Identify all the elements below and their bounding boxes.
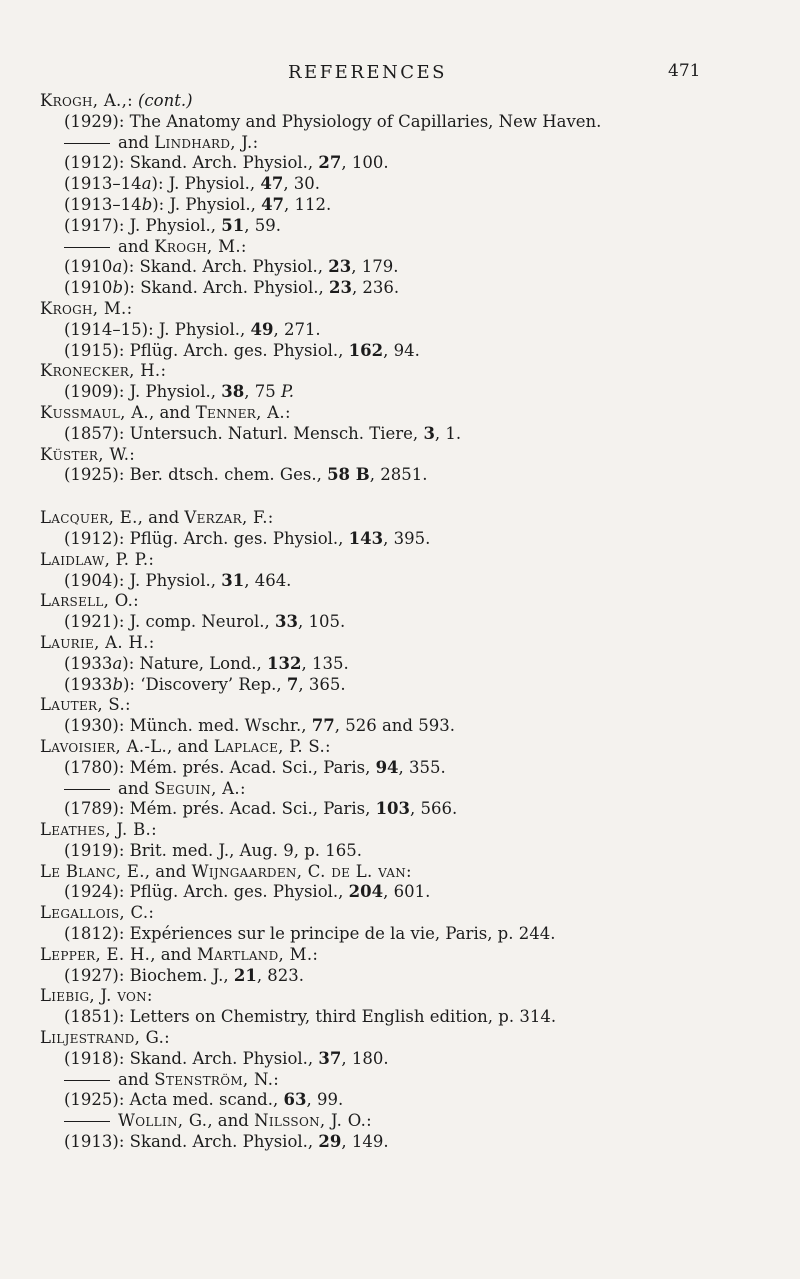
author-heading	[0, 361, 800, 382]
year-suffix: b	[112, 674, 123, 694]
year-suffix: a	[141, 174, 152, 194]
separator: :	[240, 236, 247, 256]
citation-pages: , 526 and 593.	[334, 716, 455, 736]
coauthor-line	[0, 1111, 800, 1132]
separator: :	[164, 1028, 170, 1048]
ditto-dash	[64, 789, 110, 790]
citation-text: (1812): Expériences sur le principe de la vie, Paris, p. 244.	[64, 924, 556, 944]
coauthor-name: Stenström, N.	[154, 1069, 274, 1089]
coauthor-name: Krogh, M.	[154, 236, 241, 256]
citation-line	[0, 758, 800, 779]
ditto-dash	[64, 1121, 110, 1122]
separator: :	[125, 695, 131, 715]
citation-line	[0, 882, 800, 903]
volume-number: 204	[348, 882, 384, 902]
author-heading	[0, 403, 800, 424]
citation-pages: , 30.	[283, 174, 321, 194]
citation-text: (1780): Mém. prés. Acad. Sci., Paris,	[64, 757, 376, 777]
separator: :	[146, 986, 153, 1006]
author-name: Lauter, S.	[40, 695, 125, 715]
volume-number: 3	[423, 423, 435, 443]
citation-line	[0, 257, 800, 278]
separator: :	[148, 903, 154, 923]
separator: :	[284, 402, 291, 422]
running-head: REFERENCES	[288, 62, 448, 83]
separator: :	[267, 508, 274, 528]
citation-pages: , 135.	[301, 653, 349, 673]
citation-line	[0, 612, 800, 633]
separator: :	[148, 632, 155, 652]
separator: :	[127, 91, 138, 110]
citation-text: (1915): Pflüg. Arch. ges. Physiol.,	[64, 340, 349, 360]
citation-text: (1925): Acta med. scand.,	[64, 1090, 284, 1110]
separator: :	[129, 444, 135, 464]
page-header	[0, 62, 800, 92]
citation-pages: , 2851.	[369, 465, 428, 485]
author-heading	[0, 1028, 800, 1049]
author-name: Lacquer, E.	[40, 508, 138, 528]
separator: :	[324, 736, 331, 756]
citation-pages: , 179.	[351, 257, 399, 277]
citation-text: (1913–14b): J. Physiol.,	[64, 194, 262, 214]
coauthor-name: Wollin, G.	[118, 1111, 208, 1131]
author-heading	[0, 591, 800, 612]
conjunction: and	[118, 236, 155, 256]
citation-text: (1914–15): J. Physiol.,	[64, 319, 251, 339]
citation-pages: , 180.	[341, 1048, 389, 1068]
citation-line	[0, 841, 800, 862]
separator: :	[151, 820, 157, 840]
year-suffix: a	[112, 257, 123, 277]
separator: , and	[137, 508, 185, 528]
author-name: Lavoisier, A.-L.	[40, 736, 168, 756]
citation-pages: , 566.	[410, 799, 458, 819]
author-heading	[0, 445, 800, 466]
citation-pages: , 112.	[284, 194, 332, 214]
citation-pages: , 355.	[398, 757, 446, 777]
author-name: Lepper, E. H.	[40, 944, 151, 964]
conjunction: and	[118, 778, 155, 798]
citation-text: (1910b): Skand. Arch. Physiol.,	[64, 278, 329, 298]
coauthor-line	[0, 133, 800, 154]
volume-number: 7	[286, 674, 299, 694]
coauthor-name: Wijngaarden, C. de L. van	[191, 861, 407, 881]
citation-text: (1904): J. Physiol.,	[64, 570, 222, 590]
author-name: Kussmaul, A.	[40, 402, 149, 422]
volume-number: 31	[221, 570, 245, 590]
coauthor-name: Verzar, F.	[184, 508, 268, 528]
citation-pages: , 601.	[383, 882, 431, 902]
volume-number: 77	[311, 716, 335, 736]
citation-text: (1912): Pflüg. Arch. ges. Physiol.,	[64, 528, 349, 548]
separator: :	[273, 1069, 279, 1089]
citation-text: (1919): Brit. med. J., Aug. 9, p. 165.	[64, 840, 362, 860]
author-name: Liebig, J. von	[40, 986, 147, 1006]
year-suffix: a	[112, 653, 123, 673]
section-gap	[0, 486, 800, 508]
citation-pages: , 236.	[351, 278, 400, 298]
separator: , and	[207, 1111, 255, 1131]
citation-text: (1933b): ‘Discovery’ Rep.,	[64, 674, 287, 694]
citation-text: (1909): J. Physiol.,	[64, 382, 222, 402]
author-heading	[0, 508, 800, 529]
citation-pages: , 395.	[383, 528, 431, 548]
separator: , and	[150, 944, 197, 964]
author-heading	[0, 299, 800, 320]
author-heading	[0, 633, 800, 654]
citation-line	[0, 529, 800, 550]
author-heading	[0, 862, 800, 883]
volume-number: 162	[348, 340, 384, 360]
conjunction: and	[118, 1069, 155, 1089]
citation-line	[0, 654, 800, 675]
coauthor-name: Lindhard, J.	[154, 132, 253, 152]
volume-number: 29	[318, 1132, 342, 1152]
volume-number: 58 B	[327, 465, 370, 485]
coauthor-name: Seguin, A.	[154, 778, 240, 798]
citation-line	[0, 1132, 800, 1153]
separator: :	[366, 1111, 372, 1131]
citation-text: (1929): The Anatomy and Physiology of Capillaries, New Haven.	[64, 111, 602, 131]
volume-number: 51	[221, 215, 245, 235]
volume-number: 23	[328, 278, 352, 298]
citation-line	[0, 153, 800, 174]
citation-text: (1857): Untersuch. Naturl. Mensch. Tiere,	[64, 423, 424, 443]
separator: , and	[148, 402, 196, 422]
citation-text: (1921): J. comp. Neurol.,	[64, 612, 276, 632]
separator: :	[133, 591, 139, 611]
citation-pages: , 271.	[273, 319, 321, 339]
author-name: Legallois, C.	[40, 903, 149, 923]
citation-line	[0, 216, 800, 237]
separator: :	[406, 861, 412, 881]
citation-pages: , 823.	[256, 965, 305, 985]
author-name: Le Blanc, E.	[40, 861, 145, 881]
ditto-dash	[64, 1080, 110, 1081]
citation-text: (1910a): Skand. Arch. Physiol.,	[64, 257, 329, 277]
citation-text: (1925): Ber. dtsch. chem. Ges.,	[64, 465, 328, 485]
reference-list	[0, 91, 800, 1153]
separator: :	[148, 549, 154, 569]
coauthor-name: Laplace, P. S.	[213, 736, 325, 756]
conjunction: and	[118, 132, 155, 152]
separator: :	[252, 132, 259, 152]
coauthor-name: Tenner, A.	[195, 402, 285, 422]
citation-line	[0, 341, 800, 362]
author-heading	[0, 945, 800, 966]
citation-line	[0, 112, 800, 133]
coauthor-line	[0, 237, 800, 258]
page-number: 471	[668, 61, 701, 81]
volume-number: 94	[375, 757, 399, 777]
citation-line	[0, 716, 800, 737]
coauthor-name: Martland, M.	[196, 944, 313, 964]
author-name: Larsell, O.	[40, 591, 134, 611]
volume-number: 47	[260, 174, 284, 194]
author-heading	[0, 903, 800, 924]
citation-text: (1930): Münch. med. Wschr.,	[64, 716, 312, 736]
citation-pages: , 464.	[244, 570, 292, 590]
volume-number: 23	[328, 257, 352, 277]
ditto-dash	[64, 143, 110, 144]
citation-text: (1851): Letters on Chemistry, third English edition, p. 314.	[64, 1007, 557, 1027]
citation-line	[0, 320, 800, 341]
citation-line	[0, 675, 800, 696]
citation-pages: , 365.	[298, 674, 346, 694]
author-name: Kronecker, H.	[40, 361, 161, 381]
author-heading	[0, 737, 800, 758]
author-name: Laurie, A. H.	[40, 632, 149, 652]
coauthor-line	[0, 779, 800, 800]
citation-pages: , 149.	[341, 1132, 389, 1152]
ditto-dash	[64, 247, 110, 248]
citation-pages: , 1.	[434, 423, 462, 443]
citation-pages: , 100.	[341, 153, 389, 173]
volume-number: 143	[348, 528, 384, 548]
author-name: Laidlaw, P. P.	[40, 549, 149, 569]
volume-number: 27	[318, 153, 342, 173]
citation-line	[0, 174, 800, 195]
separator: :	[160, 361, 166, 381]
coauthor-line	[0, 1070, 800, 1091]
coauthor-name: Nilsson, J. O.	[254, 1111, 367, 1131]
volume-number: 33	[275, 612, 298, 632]
author-name: Krogh, A.,	[40, 91, 128, 110]
citation-pages: , 75 P.	[244, 382, 294, 402]
citation-text: (1913–14a): J. Physiol.,	[64, 174, 261, 194]
citation-text: (1927): Biochem. J.,	[64, 965, 234, 985]
citation-line	[0, 966, 800, 987]
author-name: Krogh, M.	[40, 298, 127, 318]
author-name: Küster, W.	[40, 444, 130, 464]
volume-number: 103	[375, 799, 411, 819]
citation-line	[0, 424, 800, 445]
citation-text: (1933a): Nature, Lond.,	[64, 653, 268, 673]
volume-number: 47	[261, 194, 285, 214]
volume-number: 132	[267, 653, 302, 673]
volume-number: 38	[221, 382, 245, 402]
separator: :	[312, 944, 318, 964]
citation-pages: , 59.	[244, 215, 281, 235]
citation-text: (1918): Skand. Arch. Physiol.,	[64, 1048, 319, 1068]
citation-pages: , 94.	[383, 340, 420, 360]
author-heading	[0, 695, 800, 716]
author-heading	[0, 986, 800, 1007]
volume-number: 63	[283, 1090, 307, 1110]
citation-line	[0, 924, 800, 945]
volume-number: 49	[250, 319, 274, 339]
separator: :	[239, 778, 246, 798]
citation-pages: , 99.	[306, 1090, 344, 1110]
citation-line	[0, 382, 800, 403]
citation-text: (1917): J. Physiol.,	[64, 215, 222, 235]
separator: , and	[167, 736, 214, 756]
citation-pages: , 105.	[298, 612, 346, 632]
citation-line	[0, 465, 800, 486]
volume-number: 21	[233, 965, 257, 985]
separator: :	[126, 298, 133, 318]
author-heading	[0, 820, 800, 841]
author-heading	[0, 91, 800, 112]
citation-text: (1924): Pflüg. Arch. ges. Physiol.,	[64, 882, 349, 902]
citation-line	[0, 195, 800, 216]
citation-line	[0, 799, 800, 820]
citation-line	[0, 278, 800, 299]
volume-number: 37	[318, 1048, 342, 1068]
continued-note: (cont.)	[137, 91, 193, 110]
page-suffix: P.	[280, 382, 294, 402]
author-heading	[0, 550, 800, 571]
year-suffix: b	[141, 194, 153, 214]
author-name: Liljestrand, G.	[40, 1028, 165, 1048]
year-suffix: b	[112, 278, 123, 298]
separator: , and	[144, 861, 192, 881]
author-name: Leathes, J. B.	[40, 820, 152, 840]
citation-line	[0, 1049, 800, 1070]
citation-text: (1912): Skand. Arch. Physiol.,	[64, 153, 319, 173]
citation-line	[0, 1007, 800, 1028]
citation-line	[0, 1090, 800, 1111]
citation-text: (1913): Skand. Arch. Physiol.,	[64, 1132, 319, 1152]
citation-text: (1789): Mém. prés. Acad. Sci., Paris,	[64, 799, 376, 819]
citation-line	[0, 571, 800, 592]
